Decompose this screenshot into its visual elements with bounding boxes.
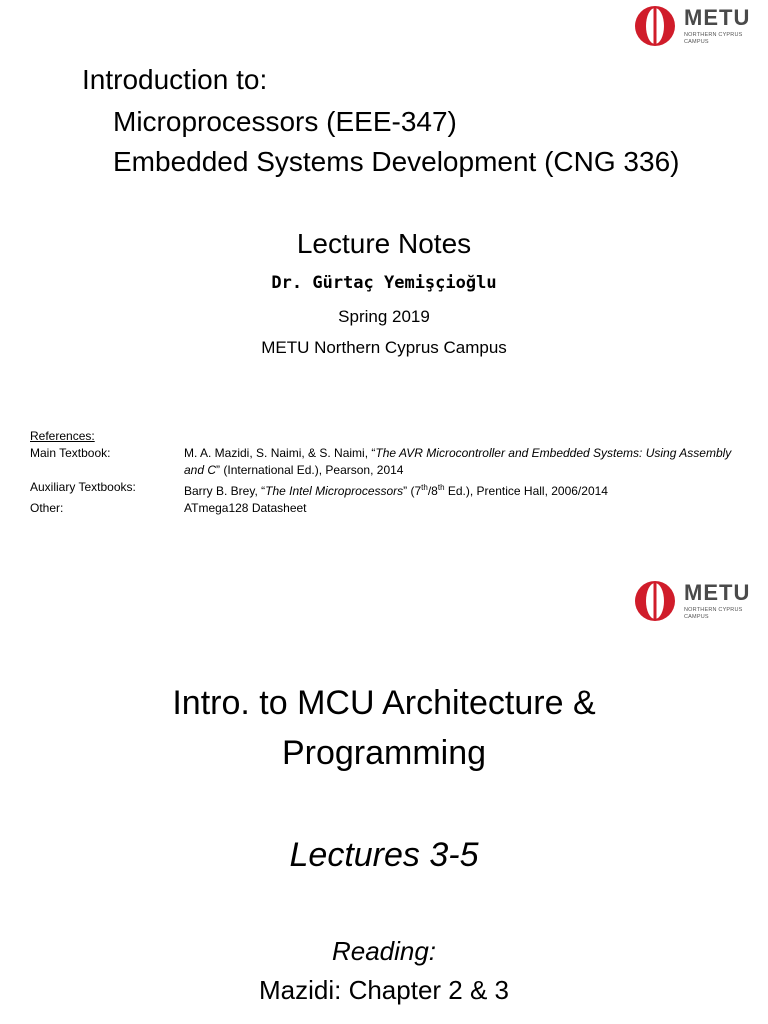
reference-main-label: Main Textbook: (30, 446, 111, 460)
lectures-range: Lectures 3-5 (289, 836, 479, 874)
reference-other (30, 500, 744, 517)
slide2-title-line2: Programming (281, 734, 487, 772)
reference-main-value: M. A. Mazidi, S. Naimi, & S. Naimi, “The AVR Microcontroller and Embedded Systems: Using Assembly and C” (International Ed.), Pearson, 2014 (184, 446, 732, 477)
intro-heading: Introduction to: (82, 64, 268, 95)
reference-aux-value: Barry B. Brey, “The Intel Microprocessors” (7th/8th Ed.), Prentice Hall, 2006/2014 (184, 483, 608, 498)
reference-main (30, 445, 744, 479)
logo-word: METU (684, 5, 751, 30)
term-label: Spring 2019 (338, 307, 430, 326)
metu-logo-icon (634, 5, 676, 47)
lecture-notes-heading: Lecture Notes (296, 228, 472, 259)
logo-subtitle: NORTHERN CYPRUS CAMPUS (684, 32, 743, 45)
references-block (30, 428, 744, 517)
reference-aux (30, 479, 744, 500)
metu-logo (634, 580, 750, 622)
slide2-title-line1: Intro. to MCU Architecture & (172, 684, 596, 722)
reading-chapter: Mazidi: Chapter 2 & 3 (258, 975, 509, 1005)
reference-other-label: Other: (30, 501, 64, 515)
metu-logo-icon (634, 580, 676, 622)
logo-subtitle: NORTHERN CYPRUS CAMPUS (684, 607, 743, 620)
course-eee347: Microprocessors (EEE-347) (113, 106, 457, 137)
author-name: Dr. Gürtaç Yemişçioğlu (271, 273, 497, 293)
logo-word: METU (684, 580, 751, 605)
reading-label: Reading: (331, 936, 437, 966)
reference-other-value: ATmega128 Datasheet (184, 501, 307, 515)
metu-logo (634, 5, 750, 47)
campus-label: METU Northern Cyprus Campus (261, 338, 507, 357)
references-title: References: (30, 429, 95, 443)
course-cng336: Embedded Systems Development (CNG 336) (113, 146, 680, 177)
reference-aux-label: Auxiliary Textbooks: (30, 480, 136, 494)
